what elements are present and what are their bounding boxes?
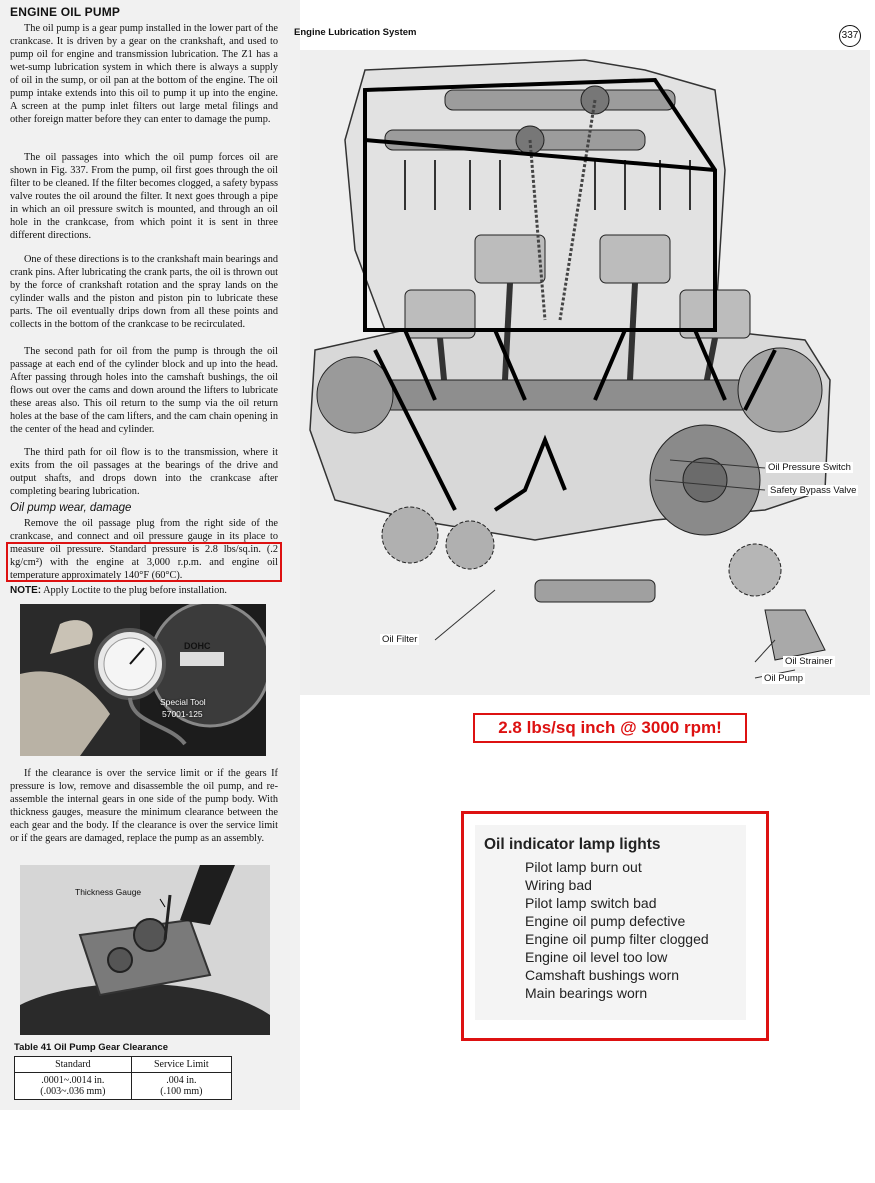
thickness-gauge-photo: [20, 865, 270, 1035]
limit-value: .004 in.: [166, 1075, 197, 1086]
callout-oil-pressure-switch: Oil Pressure Switch: [768, 462, 851, 473]
lamp-cause-item: Wiring bad: [525, 877, 592, 893]
lamp-cause-item: Engine oil pump defective: [525, 913, 686, 929]
paragraph-oil-passages: The oil passages into which the oil pump forces oil are shown in Fig. 337. From the pump, oil first goes through the oil filter to be cleaned. If the filter becomes clogged, a safety bypass valve routes the oil around the filter. It next goes through a pipe in which an oil pressure switch is mounted, and through an oil hole in the crankcase, from which point it is sent in three different directions.: [10, 152, 278, 241]
diagram-title: Engine Lubrication System: [294, 27, 417, 38]
standard-value-mm: (.003~.036 mm): [40, 1086, 106, 1097]
paragraph-head-path: The second path for oil from the pump is through the oil passage at each end of the cylinder block and up into the head. After passing through holes into the camshaft bushings, the oil flows out over the cams and down around the lifters to lubricate these areas also. This oil return to the sump via the oil return holes at the base of the cam lifters, and the cam chain opening in the center of the head and cylinder.: [10, 346, 278, 435]
lamp-cause-item: Main bearings worn: [525, 985, 648, 1001]
paragraph-transmission-path: The third path for oil flow is to the transmission, where it exits from the oil passages at the bearings of the drive and output shafts, and drops down into the crankcase after completing bearing lubrication.: [10, 447, 278, 497]
indicator-lamp-title: Oil indicator lamp lights: [484, 836, 661, 853]
table-header-standard: Standard: [15, 1057, 132, 1073]
paragraph-clearance: If the clearance is over the service limit or if the gears If pressure is low, remove and disassemble the oil pump, and re-assemble the internal gears in one side of the pump body. With thickness gauges, measure the minimum clearance between the each gear and the body. If the clearance is over the service limit or if the gears are damaged, replace the pump as an assembly.: [10, 768, 278, 844]
engine-lubrication-diagram: [295, 50, 873, 695]
table-caption: Table 41 Oil Pump Gear Clearance: [14, 1042, 168, 1053]
pressure-gauge-photo-art: [20, 604, 266, 756]
lamp-cause-item: Pilot lamp switch bad: [525, 895, 657, 911]
thickness-gauge-label: Thickness Gauge: [75, 887, 142, 897]
table-row: [15, 1073, 232, 1100]
note-text: Apply Loctite to the plug before installation.: [43, 585, 227, 596]
limit-value-mm: (.100 mm): [160, 1086, 203, 1097]
standard-value: .0001~.0014 in.: [41, 1075, 105, 1086]
table-header-service-limit: Service Limit: [131, 1057, 231, 1073]
subsection-title: Oil pump wear, damage: [10, 502, 132, 514]
gear-clearance-table: [14, 1056, 232, 1100]
paragraph-intro: The oil pump is a gear pump installed in the lower part of the crankcase. It is driven by a gear on the crankshaft, and used to pump oil for engine and transmission lubrication. The Z1 has a wet-sump lubrication system in which there is always a supply of oil in the sump, or oil pan at the bottom of the engine. The oil pump intake extends into this oil to pump it up into the engine. A screen at the pump inlet filters out large metal filings and other foreign matter before they can enter to damage the pump.: [10, 23, 278, 125]
callout-oil-pump: Oil Pump: [764, 673, 804, 684]
special-tool-number: 57001-125: [162, 709, 203, 719]
table-header-row: [15, 1057, 232, 1073]
pressure-highlight-box: [6, 542, 282, 582]
lamp-cause-item: Camshaft bushings worn: [525, 967, 680, 983]
callout-oil-strainer: Oil Strainer: [785, 656, 833, 667]
paragraph-pressure-test: Remove the oil passage plug from the right side of the crankcase, and connect and oil pressure gauge in its place to measure oil pressure. Standard pressure is 2.8 lbs/sq.in. (.2 kg/cm²) with the engine at 3,000 r.p.m. and engine oil temperature approximately 140°F (60°C).: [10, 518, 278, 581]
note-line: [10, 585, 280, 596]
callout-oil-filter: Oil Filter: [382, 634, 418, 645]
figure-number-badge: 337: [839, 25, 861, 47]
paragraph-crank-path: One of these directions is to the crankshaft main bearings and crank pins. After lubricating the crank parts, the oil is thrown out by the force of crankshaft rotation and the spray lands on the cylinder walls and the piston and piston pin to lubricate these parts. The oil eventually drips down from all these points and collects in the bottom of the crankcase to be recirculated.: [10, 254, 278, 330]
lamp-cause-item: Engine oil level too low: [525, 949, 668, 965]
pressure-gauge-photo: [20, 604, 266, 756]
table-cell-limit: [131, 1073, 231, 1100]
special-tool-label: Special Tool: [160, 697, 206, 707]
section-title: ENGINE OIL PUMP: [10, 5, 121, 19]
callout-safety-bypass-valve: Safety Bypass Valve: [770, 485, 857, 496]
pressure-spec-annotation: 2.8 lbs/sq inch @ 3000 rpm!: [473, 713, 747, 743]
table-cell-standard: [15, 1073, 132, 1100]
note-label: NOTE:: [10, 585, 42, 596]
thickness-gauge-photo-art: [20, 865, 270, 1035]
lamp-cause-item: Pilot lamp burn out: [525, 859, 642, 875]
engine-brand-mark: DOHC: [184, 641, 211, 651]
lamp-cause-item: Engine oil pump filter clogged: [525, 931, 709, 947]
